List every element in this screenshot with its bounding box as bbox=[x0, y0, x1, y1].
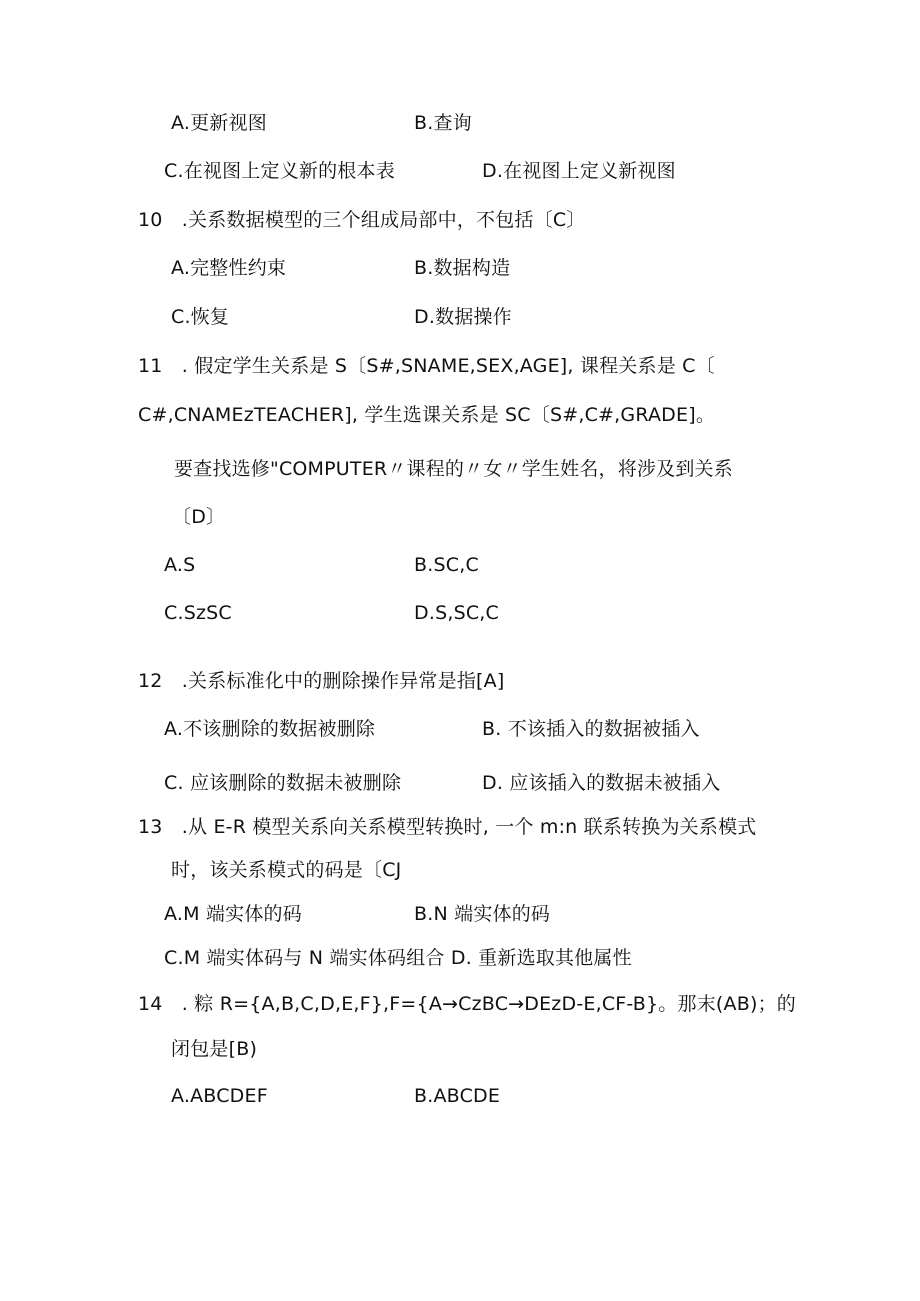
q10-option-a: A.完整性约束 bbox=[171, 257, 287, 279]
q10-stem: 10 .关系数据模型的三个组成局部中，不包括〔C〕 bbox=[138, 209, 586, 231]
q11-stem-line-2: C#,CNAMEzTEACHER], 学生选课关系是 SC〔S#,C#,GRADE]。 bbox=[138, 404, 716, 426]
q11-option-c: C.SzSC bbox=[164, 602, 232, 624]
q12-option-d: D. 应该插入的数据未被插入 bbox=[482, 772, 721, 794]
q11-stem-line-1: 11 . 假定学生关系是 S〔S#,SNAME,SEX,AGE], 课程关系是 C〔 bbox=[138, 355, 715, 377]
q11-answer: 〔D〕 bbox=[172, 506, 226, 528]
q14-stem-line-1: 14 . 粽 R={A,B,C,D,E,F},F={A→CzBC→DEzD-E,CF-B}。那末(AB)；的 bbox=[138, 993, 796, 1015]
q11-option-b: B.SC,C bbox=[414, 554, 479, 576]
q9-option-b: B.查询 bbox=[414, 112, 472, 134]
q12-stem: 12 .关系标准化中的删除操作异常是指[A] bbox=[138, 670, 505, 692]
q13-option-c-d: C.M 端实体码与 N 端实体码组合 D. 重新选取其他属性 bbox=[164, 947, 632, 969]
q11-option-a: A.S bbox=[164, 554, 196, 576]
q9-option-d: D.在视图上定义新视图 bbox=[482, 160, 676, 182]
q12-option-b: B. 不该插入的数据被插入 bbox=[482, 718, 700, 740]
q12-option-a: A.不该删除的数据被删除 bbox=[164, 718, 376, 740]
q13-option-a: A.M 端实体的码 bbox=[164, 903, 302, 925]
q13-option-b: B.N 端实体的码 bbox=[414, 903, 551, 925]
q10-option-d: D.数据操作 bbox=[414, 306, 512, 328]
q14-option-a: A.ABCDEF bbox=[171, 1085, 268, 1107]
q14-option-b: B.ABCDE bbox=[414, 1085, 501, 1107]
q13-stem-line-1: 13 .从 E-R 模型关系向关系模型转换时, 一个 m:n 联系转换为关系模式 bbox=[138, 816, 757, 838]
q10-option-b: B.数据构造 bbox=[414, 257, 511, 279]
q9-option-c: C.在视图上定义新的根本表 bbox=[164, 160, 395, 182]
q12-option-c: C. 应该删除的数据未被删除 bbox=[164, 772, 402, 794]
q13-stem-line-2: 时，该关系模式的码是〔CJ bbox=[171, 859, 402, 881]
q9-option-a: A.更新视图 bbox=[171, 112, 267, 134]
q11-option-d: D.S,SC,C bbox=[414, 602, 500, 624]
q10-option-c: C.恢复 bbox=[171, 306, 230, 328]
q14-stem-line-2: 闭包是[B) bbox=[171, 1038, 258, 1060]
q11-stem-line-3: 要查找选修"COMPUTER〃课程的〃女〃学生姓名，将涉及到关系 bbox=[174, 458, 733, 480]
